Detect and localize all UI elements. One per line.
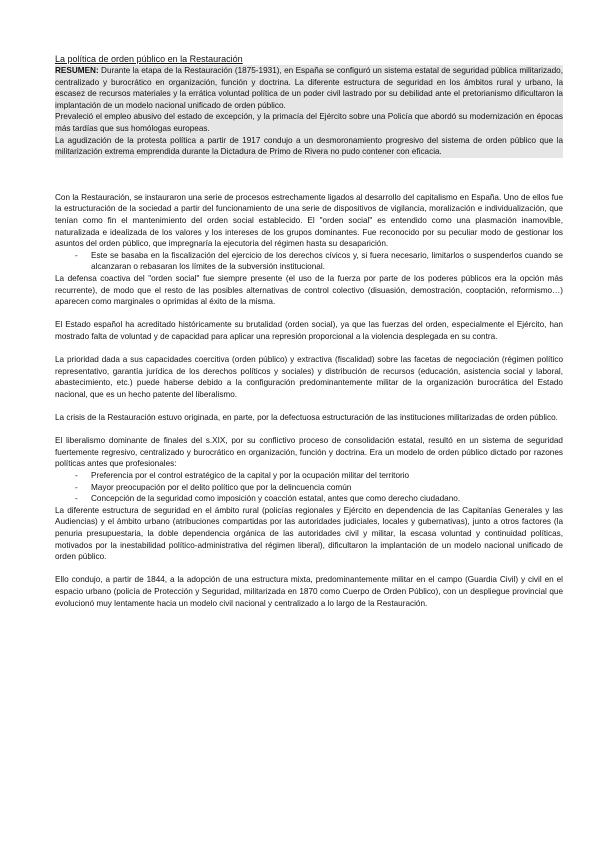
- list-item: - Concepción de la seguridad como imposición y coacción estatal, antes que como derecho ciudadano.: [75, 493, 563, 505]
- document-body: [55, 192, 563, 609]
- body-paragraph-2: La defensa coactiva del "orden social" fue siempre presente (el uso de la fuerza por parte de los poderes públicos era la opción más recurrente), de modo que el resto de las posibles alternativas de control colectivo (disuasión, demostración, cooptación, reformismo…) aparecen como marginales o oprimidas al éxito de la misma.: [55, 273, 563, 307]
- document-title: La política de orden público en la Restauración: [55, 54, 243, 64]
- list-item: - Preferencia por el control estratégico de la capital y por la ocupación militar del territorio: [75, 470, 563, 482]
- document-page: [55, 54, 563, 609]
- body-paragraph-4: La prioridad dada a sus capacidades coercitiva (orden público) y extractiva (fiscalidad) sobre las facetas de negociación (régimen político representativo, garantía jurídica de los derechos políticos y sociales) y distribución de recursos (educación, asistencia social y laboral, abastecimiento, etc.) puede haberse debido a la configuración predominantemente militar de la organización burocrática del Estado nacional, que es un hecho patente del liberalismo.: [55, 355, 563, 399]
- body-paragraph-6: El liberalismo dominante de finales del s.XIX, por su conflictivo proceso de consolidación estatal, resultó en un sistema de seguridad fuertemente regresivo, centralizado y burocrático en organización, función y doctrina. Era un modelo de orden público dictado por razones políticas antes que profesionales:: [55, 436, 563, 469]
- body-paragraph-1: Con la Restauración, se instauraron una serie de procesos estrechamente ligados al desarrollo del capitalismo en España. Uno de ellos fue la estructuración de la sociedad a partir del funcionamiento de una serie de dispositivos de vigilancia, moralización e individualización, que tenían como fin el mantenimiento del orden social establecido. El "orden social" es entendido como una plasmación inamovible, naturalizada e idealizada de los valores y los intereses de los grupos dominantes. Fue reconocido por su peculiar modo de gestionar los asuntos del orden público, que impregnaría la ejecutoria del régimen hasta su desaparición.: [55, 192, 563, 249]
- summary-paragraph-3: La agudización de la protesta política a partir de 1917 condujo a un desmoronamiento progresivo del sistema de orden público que la militarización extrema emprendida durante la Dictadura de Primo de Rivera no pudo contener con eficacia.: [55, 135, 563, 157]
- bullet-list-1: [55, 250, 563, 273]
- summary-text-1: Durante la etapa de la Restauración (1875-1931), en España se configuró un sistema estatal de seguridad pública militarizado, centralizado y burocrático en organización, función y doctrina. La diferente estructura de seguridad en los ámbitos rural y urbano, la escasez de recursos materiales y la errática voluntad política de un poder civil lastrado por su debilidad ante el pretorianismo dificultaron la implantación de un modelo nacional unificado de orden público.: [55, 66, 563, 110]
- body-paragraph-7: La diferente estructura de seguridad en el ámbito rural (policías regionales y Ejército en dependencia de las Capitanías Generales y las Audiencias) y el ámbito urbano (atribuciones compartidas por las autoridades judiciales, locales y gubernativas), junto a otros factores (la penuria presupuestaria, la doble dependencia orgánica de las autoridades civil y militar, la escasa voluntad y continuidad políticas, motivados por la inestabilidad político-administrativa del régimen liberal), dificultaron la implantación de un modelo nacional unificado de orden público.: [55, 505, 563, 562]
- summary-paragraph-1: [55, 65, 563, 111]
- summary-label: RESUMEN:: [55, 66, 99, 75]
- list-item: - Mayor preocupación por el delito político que por la delincuencia común: [75, 482, 563, 494]
- list-item: - Este se basaba en la fiscalización del ejercicio de los derechos cívicos y, si fuera necesario, limitarlos o suspenderlos cuando se alcanzaran o rebasaran los límites de la subversión institucional.: [75, 250, 563, 273]
- body-paragraph-3: El Estado español ha acreditado históricamente su brutalidad (orden social), ya que las fuerzas del orden, especialmente el Ejército, han mostrado falta de voluntad y de capacidad para aplicar una represión proporcional a la violencia desplegada en su contra.: [55, 320, 563, 341]
- body-paragraph-8: Ello condujo, a partir de 1844, a la adopción de una estructura mixta, predominantemente militar en el campo (Guardia Civil) y civil en el espacio urbano (policía de Protección y Seguridad, militarizada en 1870 como Cuerpo de Orden Público), con un despliegue provincial que evolucionó muy lentamente hacia un modelo civil nacional y centralizado a lo largo de la Restauración.: [55, 575, 563, 608]
- summary-box: [55, 65, 563, 158]
- summary-paragraph-2: Prevaleció el empleo abusivo del estado de excepción, y la primacía del Ejército sobre una Policía que abordó su modernización en épocas más tardías que sus homólogas europeas.: [55, 112, 563, 133]
- body-paragraph-5: La crisis de la Restauración estuvo originada, en parte, por la defectuosa estructuración de las instituciones militarizadas de orden público.: [55, 413, 558, 423]
- bullet-list-2: [55, 470, 563, 505]
